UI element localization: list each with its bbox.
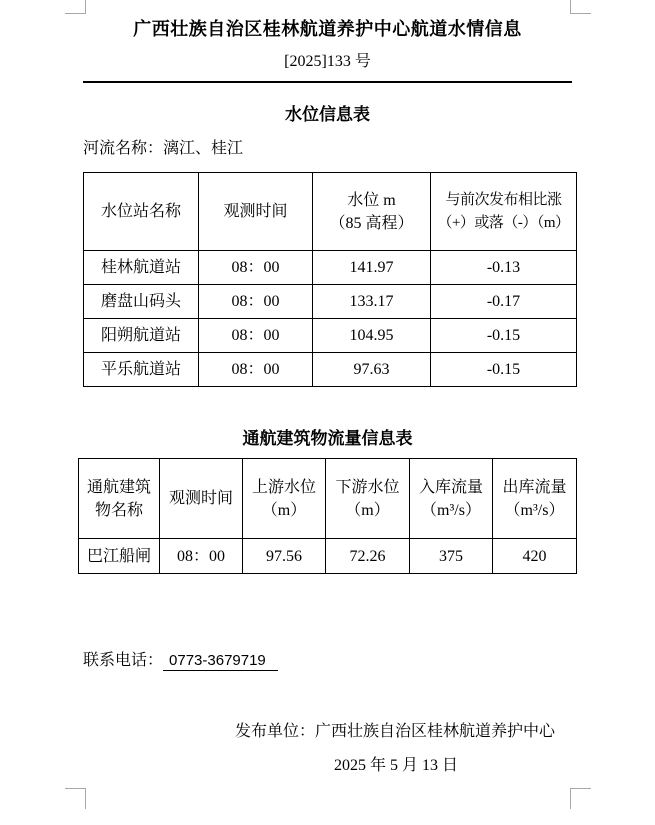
cell-downstream: 72.26	[326, 539, 410, 574]
water-level-section-title: 水位信息表	[285, 105, 370, 124]
table-header-row	[84, 173, 577, 251]
table-row	[79, 539, 577, 574]
cell-inflow: 375	[410, 539, 493, 574]
column-header-change-line2: （+）或落（-）（m）	[437, 214, 570, 231]
cell-station: 平乐航道站	[84, 353, 199, 387]
cell-change: -0.15	[431, 353, 577, 387]
column-header-outflow	[493, 459, 577, 539]
document-content	[83, 0, 572, 825]
cell-level: 97.63	[313, 353, 431, 387]
cell-level: 141.97	[313, 251, 431, 285]
column-header-level-line1: 水位 m	[347, 191, 396, 209]
column-header-structure-name	[79, 459, 160, 539]
cell-time: 08：00	[199, 319, 313, 353]
column-header-structure-line2: 物名称	[94, 501, 143, 519]
column-header-upstream-line2: （m）	[261, 501, 307, 519]
cell-time: 08：00	[199, 353, 313, 387]
header-divider	[83, 81, 572, 83]
column-header-outflow-line2: （m³/s）	[504, 501, 565, 519]
publish-date: 2025 年 5 月 13 日	[333, 757, 458, 774]
cell-level: 104.95	[313, 319, 431, 353]
contact-line	[83, 651, 572, 671]
column-header-downstream-line2: （m）	[345, 501, 390, 519]
column-header-time: 观测时间	[199, 173, 313, 251]
water-level-table	[83, 172, 577, 387]
column-header-outflow-line1: 出库流量	[502, 478, 567, 496]
cell-upstream: 97.56	[243, 539, 326, 574]
column-header-inflow-line2: （m³/s）	[421, 501, 481, 519]
column-header-downstream	[326, 459, 410, 539]
column-header-time: 观测时间	[160, 459, 243, 539]
table-row	[84, 319, 577, 353]
column-header-upstream-line1: 上游水位	[251, 478, 316, 496]
column-header-inflow-line1: 入库流量	[418, 478, 483, 496]
cell-time: 08：00	[199, 251, 313, 285]
cell-change: -0.13	[431, 251, 577, 285]
column-header-level	[313, 173, 431, 251]
cell-time: 08：00	[199, 285, 313, 319]
document-number: [2025]133 号	[284, 53, 371, 70]
column-header-downstream-line1: 下游水位	[335, 478, 400, 496]
column-header-change-line1: 与前次发布相比涨	[445, 191, 562, 208]
cell-change: -0.17	[431, 285, 577, 319]
table-row	[84, 353, 577, 387]
column-header-inflow	[410, 459, 493, 539]
table-row	[84, 285, 577, 319]
crop-mark-bottom-right	[570, 788, 591, 809]
column-header-level-line2: （85 高程）	[329, 214, 414, 232]
cell-station: 磨盘山码头	[84, 285, 199, 319]
cell-station: 阳朔航道站	[84, 319, 199, 353]
flow-section-title: 通航建筑物流量信息表	[242, 429, 413, 448]
cell-level: 133.17	[313, 285, 431, 319]
cell-time: 08：00	[160, 539, 243, 574]
contact-phone: 0773-3679719	[163, 652, 278, 671]
table-header-row	[79, 459, 577, 539]
page-title: 广西壮族自治区桂林航道养护中心航道水情信息	[133, 19, 522, 39]
column-header-upstream	[243, 459, 326, 539]
cell-structure-name: 巴江船闸	[79, 539, 160, 574]
contact-label: 联系电话：	[83, 652, 164, 669]
cell-station: 桂林航道站	[84, 251, 199, 285]
column-header-station: 水位站名称	[84, 173, 199, 251]
column-header-change	[431, 173, 577, 251]
river-name-label: 河流名称：漓江、桂江	[83, 140, 244, 157]
cell-change: -0.15	[431, 319, 577, 353]
publisher-line: 发布单位：广西壮族自治区桂林航道养护中心	[234, 723, 555, 740]
table-row	[84, 251, 577, 285]
column-header-structure-line1: 通航建筑	[86, 478, 151, 496]
crop-mark-top-right	[570, 0, 591, 14]
cell-outflow: 420	[493, 539, 577, 574]
flow-table	[78, 458, 577, 574]
